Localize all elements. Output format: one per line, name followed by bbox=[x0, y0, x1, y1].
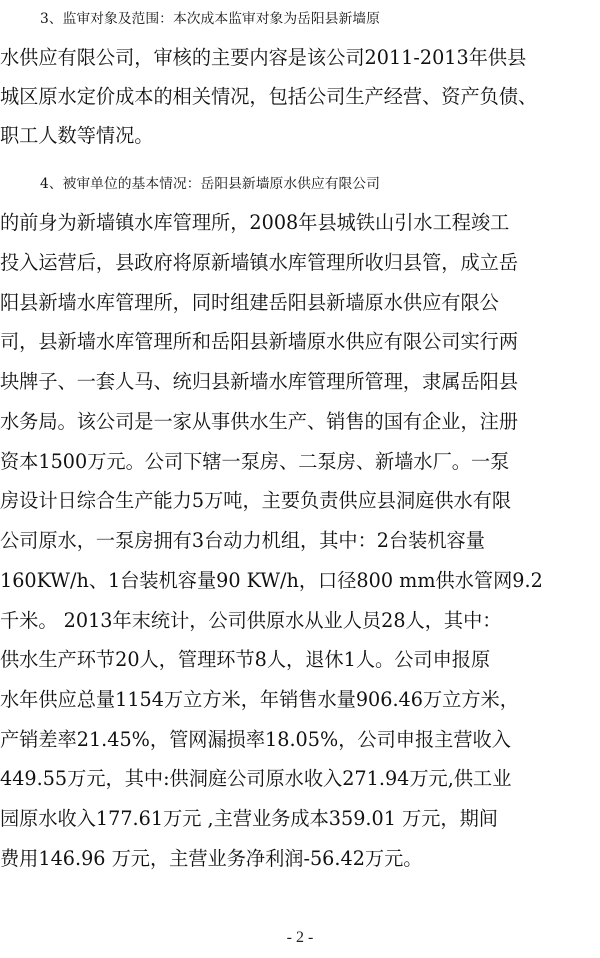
paragraph-4-line-14: 水年供应总量1154万立方米，年销售水量906.46万立方米， bbox=[0, 688, 519, 711]
paragraph-4-line-17: 园原水收入177.61万元 ,主营业务成本359.01 万元，期间 bbox=[0, 807, 498, 830]
paragraph-4-line-12: 千米。 2013年末统计，公司供原水从业人员28人，其中： bbox=[0, 609, 502, 632]
paragraph-4-line-11: 160KW/h、1台装机容量90 KW/h，口径800 mm供水管网9.2 bbox=[0, 569, 543, 592]
paragraph-4-line-16: 449.55万元，其中:供洞庭公司原水收入271.94万元,供工业 bbox=[0, 767, 512, 790]
paragraph-4-line-8: 资本1500万元。公司下辖一泵房、二泵房、新墙水厂。一泵 bbox=[0, 450, 510, 473]
paragraph-4-line-13: 供水生产环节20人，管理环节8人，退休1人。公司申报原 bbox=[0, 648, 491, 671]
paragraph-4-line-15: 产销差率21.45%，管网漏损率18.05%，公司申报主营收入 bbox=[0, 728, 511, 751]
paragraph-3-line-2: 水供应有限公司，审核的主要内容是该公司2011-2013年供县 bbox=[0, 46, 527, 69]
paragraph-4-line-5: 司，县新墙水库管理所和岳阳县新墙原水供应有限公司实行两 bbox=[0, 330, 519, 353]
page-number: - 2 - bbox=[286, 929, 314, 946]
paragraph-3-line-3: 城区原水定价成本的相关情况，包括公司生产经营、资产负债、 bbox=[0, 85, 538, 108]
paragraph-3-line-1: 3、监审对象及范围：本次成本监审对象为岳阳县新墙原 bbox=[40, 11, 380, 27]
paragraph-4-line-7: 水务局。该公司是一家从事供水生产、销售的国有企业，注册 bbox=[0, 410, 519, 433]
paragraph-4-line-18: 费用146.96 万元，主营业务净利润-56.42万元。 bbox=[0, 847, 423, 870]
paragraph-4-line-4: 阳县新墙水库管理所，同时组建岳阳县新墙原水供应有限公 bbox=[0, 291, 499, 314]
paragraph-4-line-1: 4、被审单位的基本情况：岳阳县新墙原水供应有限公司 bbox=[40, 176, 380, 192]
paragraph-4-line-10: 公司原水，一泵房拥有3台动力机组，其中：2台装机容量 bbox=[0, 529, 485, 552]
paragraph-4-line-2: 的前身为新墙镇水库管理所，2008年县城铁山引水工程竣工 bbox=[0, 211, 510, 234]
paragraph-4-line-6: 块牌子、一套人马、统归县新墙水库管理所管理，隶属岳阳县 bbox=[0, 370, 519, 393]
paragraph-4-line-3: 投入运营后，县政府将原新墙镇水库管理所收归县管，成立岳 bbox=[0, 251, 519, 274]
paragraph-3-line-4: 职工人数等情况。 bbox=[0, 124, 154, 147]
paragraph-4-line-9: 房设计日综合生产能力5万吨，主要负责供应县洞庭供水有限 bbox=[0, 489, 512, 512]
